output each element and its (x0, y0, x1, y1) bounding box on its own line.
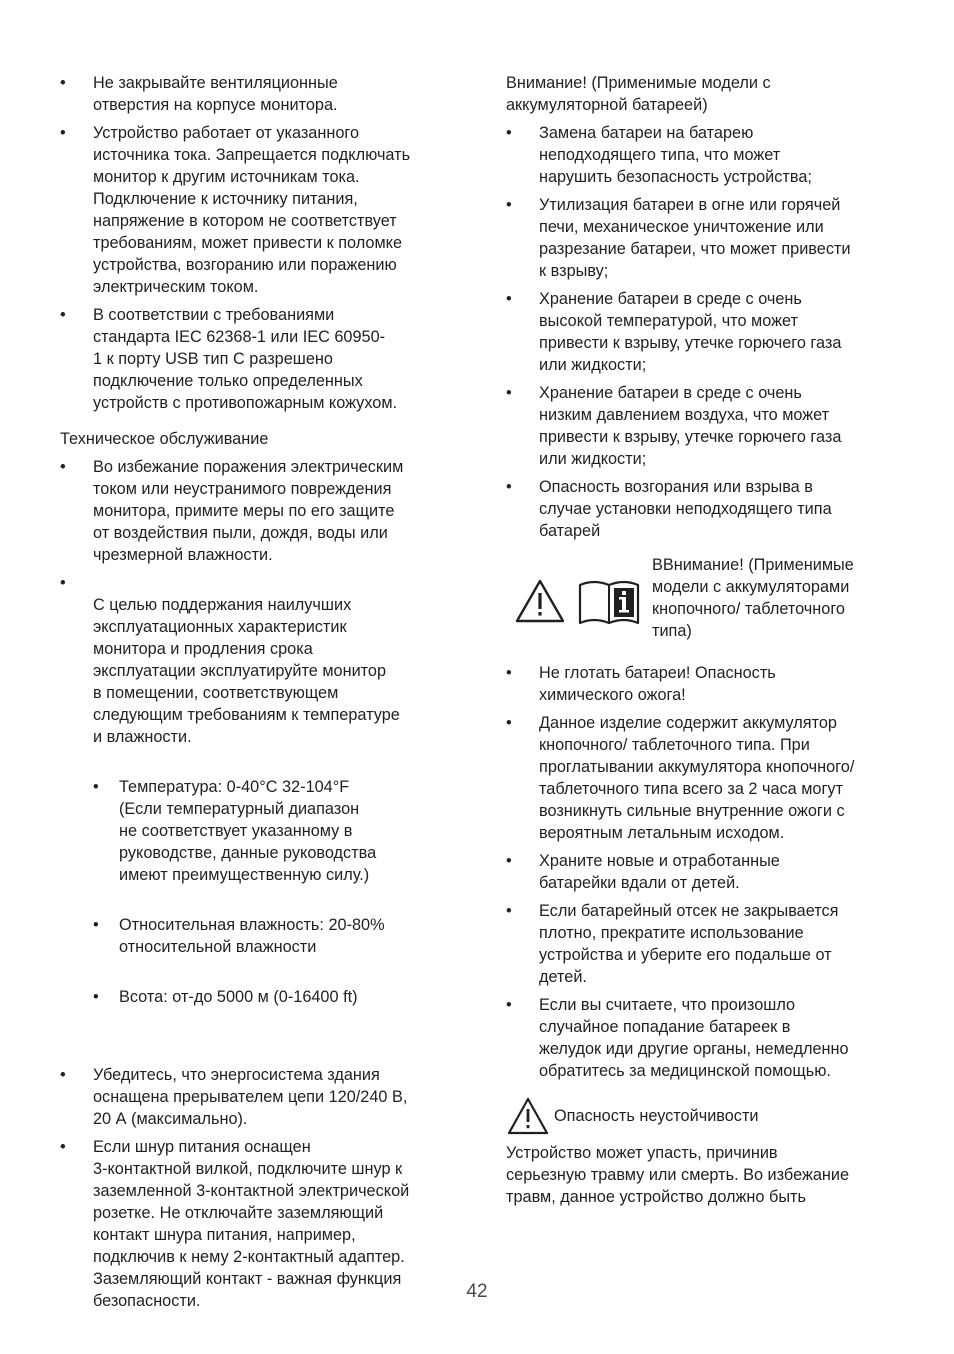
battery-hazard-list (506, 122, 898, 542)
instability-paragraph: Устройство может упасть, причинив серьезную травму или смерть. Во избежание травм, данное устройство должно быть (506, 1144, 850, 1206)
instability-heading: Опасность неустойчивости (554, 1107, 759, 1125)
list-item-text: С целью поддержания наилучших эксплуатационных характеристик монитора и продления срока эксплуатации эксплуатируйте монитор в помещении, соответствующем следующим требованиям к температуре и влажности. (93, 596, 400, 746)
sub-list-item: • Относительная влажность: 20-80% относительной влажности (93, 914, 452, 958)
list-item: • Данное изделие содержит аккумулятор кнопочного/ таблеточного типа. При проглатывании аккумулятора кнопочного/ таблеточного типа всего за 2 часа могут возникнуть сильные внутренние ожоги с вероятным летальным исходом. (506, 712, 898, 844)
list-item: • Храните новые и отработанные батарейки вдали от детей. (506, 850, 898, 894)
read-manual-info-icon (578, 578, 640, 626)
list-item: • Убедитесь, что энергосистема здания оснащена прерывателем цепи 120/240 В, 20 А (максимально). (60, 1064, 452, 1130)
button-battery-list (506, 662, 898, 1082)
list-item: • Хранение батареи в среде с очень высокой температурой, что может привести к взрыву, утечке горючего газа или жидкости; (506, 288, 898, 376)
warning-triangle-icon (506, 1096, 550, 1136)
maintenance-heading: Техническое обслуживание (60, 430, 269, 448)
maintenance-list (60, 456, 452, 1312)
list-item: • В соответствии с требованиями стандарта IEC 62368-1 или IEC 60950- 1 к порту USB тип C разрешено подключение только определенных устройств с противопожарным кожухом. (60, 304, 452, 414)
list-item: • Замена батареи на батарею неподходящего типа, что может нарушить безопасность устройства; (506, 122, 898, 188)
list-item (60, 572, 452, 1058)
list-item: • Если батарейный отсек не закрывается плотно, прекратите использование устройства и уберите его подальше от детей. (506, 900, 898, 988)
page-number: 42 (466, 1281, 488, 1302)
list-item: • Если шнур питания оснащен 3-контактной вилкой, подключите шнур к заземленной 3-контактной электрической розетке. Не отключайте заземляющий контакт шнура питания, например, подключив к нему 2-контактный адаптер. Заземляющий контакт - важная функция безопасности. (60, 1136, 452, 1312)
list-item: • Во избежание поражения электрическим током или неустранимого повреждения монитора, примите меры по его защите от воздействия пыли, дождя, воды или чрезмерной влажности. (60, 456, 452, 566)
button-battery-warning-text: ВВнимание! (Применимые модели с аккумуляторами кнопочного/ таблеточного типа) (652, 556, 854, 640)
list-item: • Если вы считаете, что произошло случайное попадание батареек в желудок иди другие органы, немедленно обратитесь за медицинской помощью. (506, 994, 898, 1082)
left-column (60, 72, 452, 1318)
list-item: • Не закрывайте вентиляционные отверстия на корпусе монитора. (60, 72, 452, 116)
instability-warning (506, 1096, 898, 1140)
button-battery-warning (506, 558, 898, 658)
right-column (506, 72, 898, 1214)
sub-list-item: • Всота: от-до 5000 м (0-16400 ft) (93, 986, 452, 1008)
list-item: • Хранение батареи в среде с очень низким давлением воздуха, что может привести к взрыву, утечке горючего газа или жидкости; (506, 382, 898, 470)
battery-attention-heading: Внимание! (Применимые модели с аккумуляторной батареей) (506, 74, 771, 114)
ventilation-power-list (60, 72, 452, 414)
environment-sublist (93, 754, 452, 1036)
sub-list-item: • Температура: 0-40°C 32-104°F (Если температурный диапазон не соответствует указанному в руководстве, данные руководства имеют преимущественную силу.) (93, 776, 452, 886)
list-item: • Утилизация батареи в огне или горячей печи, механическое уничтожение или разрезание батареи, что может привести к взрыву; (506, 194, 898, 282)
list-item: • Опасность возгорания или взрыва в случае установки неподходящего типа батарей (506, 476, 898, 542)
list-item: • Не глотать батареи! Опасность химического ожога! (506, 662, 898, 706)
warning-triangle-icon (514, 578, 566, 624)
list-item: • Устройство работает от указанного источника тока. Запрещается подключать монитор к другим источникам тока. Подключение к источнику питания, напряжение в котором не соответствует требованиям, может привести к поломке устройства, возгоранию или поражению электрическим током. (60, 122, 452, 298)
